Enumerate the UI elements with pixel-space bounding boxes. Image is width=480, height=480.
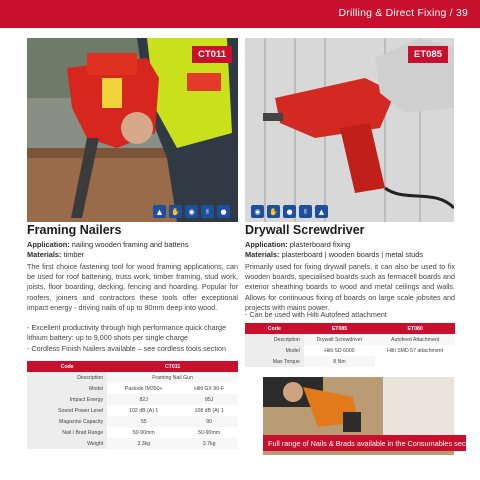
table-cell: 3.3kg xyxy=(107,438,180,449)
table-cell-label: Model xyxy=(245,345,304,356)
ear-defender-icon: ◉ xyxy=(185,205,198,218)
table-cell: 50-90mm xyxy=(107,427,180,438)
table-row xyxy=(245,356,455,367)
table-cell-label: Model xyxy=(27,383,107,394)
materials-line xyxy=(27,250,238,259)
table-header-cell: ET080 xyxy=(375,323,455,334)
table-cell: 82J xyxy=(107,394,180,405)
eye-protection-icon: ● xyxy=(217,205,230,218)
feature-bullet: - Cordless Finish Nailers available – see cordless tools section xyxy=(27,344,226,353)
table-cell-label: Description xyxy=(245,334,304,345)
table-cell-label: Max Torque xyxy=(245,356,304,367)
table-row xyxy=(27,394,238,405)
table-cell xyxy=(375,356,455,367)
product-code-tag: ET085 xyxy=(408,46,448,63)
table-row xyxy=(27,405,238,416)
product-title: Drywall Screwdriver xyxy=(245,223,365,237)
ear-defender-icon: ◉ xyxy=(251,205,264,218)
table-cell: 55 xyxy=(107,416,180,427)
table-cell: Hilti SMD 57 attachment xyxy=(375,345,455,356)
table-cell: 102 dB (A) 1 xyxy=(107,405,180,416)
ppe-icon-row xyxy=(251,205,328,218)
table-cell-label: Magazine Capacity xyxy=(27,416,107,427)
table-cell-label: Weight xyxy=(27,438,107,449)
table-row xyxy=(245,345,455,356)
table-cell: Autofeed Attachment xyxy=(375,334,455,345)
table-cell: Drywall Screwdriver xyxy=(304,334,375,345)
feature-bullet: - Can be used with Hilti Autofeed attachment xyxy=(245,310,387,319)
application-value: plasterboard fixing xyxy=(289,240,351,249)
table-cell: 50-90mm xyxy=(180,427,238,438)
materials-value: plasterboard | wooden boards | metal studs xyxy=(281,250,424,259)
boots-icon: ▲ xyxy=(153,205,166,218)
boots-icon: ▲ xyxy=(315,205,328,218)
gloves-icon: ✋ xyxy=(267,205,280,218)
table-cell-label: Nail / Brad Range xyxy=(27,427,107,438)
gloves-icon: ✋ xyxy=(169,205,182,218)
table-cell: Framing Nail Gun xyxy=(107,372,238,383)
spec-table-framing-nailer xyxy=(27,361,238,449)
product-title: Framing Nailers xyxy=(27,223,122,237)
application-label: Application: xyxy=(27,240,70,249)
materials-value: timber xyxy=(63,250,85,259)
table-header-row xyxy=(245,323,455,334)
table-row xyxy=(27,372,238,383)
product-code-tag: CT011 xyxy=(192,46,232,63)
table-header-row xyxy=(27,361,238,372)
product-description: Primarily used for fixing drywall panels, it can also be used to fix wooden boards, specialised boards such as fermacell boards and exterior sheathing boards to wood and metal ceilings and walls. Allows for continuous fixing of boards on large scale jobsites and projects with mains power. xyxy=(245,262,455,312)
table-cell: 3.7kg xyxy=(180,438,238,449)
feature-bullet: - Excellent productivity through high performance quick charge lithium battery: up to 9,000 shots per single charge xyxy=(27,323,226,343)
table-row xyxy=(27,427,238,438)
table-header-cell: ET085 xyxy=(304,323,375,334)
materials-label: Materials: xyxy=(27,250,62,259)
table-cell: Paslode IM350+ xyxy=(107,383,180,394)
hand-icon: ✌ xyxy=(201,205,214,218)
hand-icon: ✌ xyxy=(299,205,312,218)
framing-nailer-photo xyxy=(27,38,238,222)
application-line xyxy=(27,240,238,249)
table-cell: 85J xyxy=(180,394,238,405)
table-cell-label: Description xyxy=(27,372,107,383)
table-cell: 108 dB (A) 1 xyxy=(180,405,238,416)
table-cell-label: Impact Energy xyxy=(27,394,107,405)
table-header-cell: Code xyxy=(245,323,304,334)
page-header-title: Drilling & Direct Fixing / 39 xyxy=(338,7,468,19)
application-value: nailing wooden framing and battens xyxy=(71,240,189,249)
ppe-icon-row xyxy=(153,205,230,218)
table-cell: 90 xyxy=(180,416,238,427)
table-header-cell: CT011 xyxy=(107,361,238,372)
spec-table-drywall-screwdriver xyxy=(245,323,455,367)
table-header-cell: Code xyxy=(27,361,107,372)
table-cell: Hilti GX 90-F xyxy=(180,383,238,394)
consumables-banner: Full range of Nails & Brads available in the Consumables section xyxy=(263,435,466,451)
application-line xyxy=(245,240,455,249)
table-row xyxy=(245,334,455,345)
table-cell: 8 Nm xyxy=(304,356,375,367)
table-row xyxy=(27,416,238,427)
table-cell: Hilti SD 6000 xyxy=(304,345,375,356)
table-row xyxy=(27,438,238,449)
materials-line xyxy=(245,250,455,259)
materials-label: Materials: xyxy=(245,250,280,259)
header-bar xyxy=(0,0,480,28)
application-label: Application: xyxy=(245,240,288,249)
product-description: The first choice fastening tool for wood framing applications, can be used for roof battening, truss work, timber framing, stud work, joists, floor boarding, decking, fencing and hoarding. Popular for roofers, joiners and contractors these tools offer exceptional impact energy - driving nails of up to 90mm deep into wood. xyxy=(27,262,238,312)
drywall-screwdriver-photo xyxy=(245,38,454,222)
table-cell-label: Sound Power Level xyxy=(27,405,107,416)
eye-protection-icon: ● xyxy=(283,205,296,218)
table-row xyxy=(27,383,238,394)
